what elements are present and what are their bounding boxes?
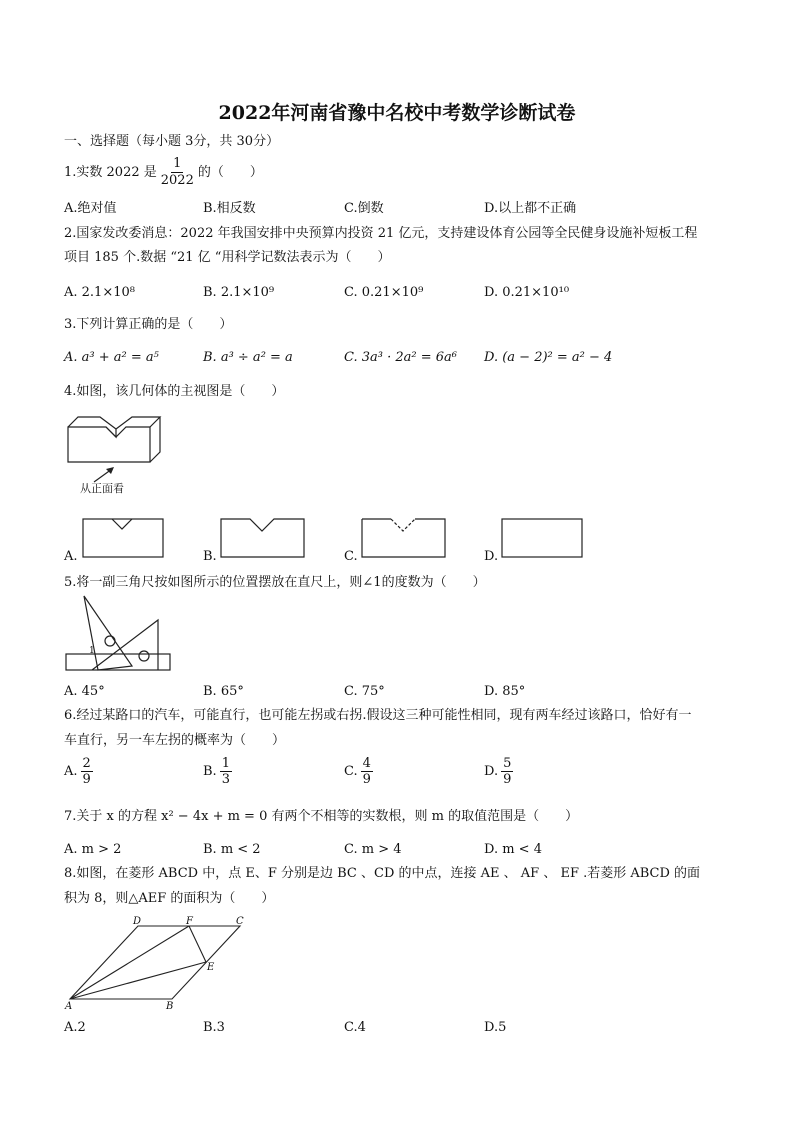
- rhombus-figure: [64, 914, 254, 1018]
- q2-option-d[interactable]: D. 0.21×10¹⁰: [484, 285, 570, 300]
- point-f-label: F: [186, 916, 193, 927]
- question-2-line-2: 项目 185 个.数据 “21 亿 “用科学记数法表示为（ ）: [64, 250, 391, 265]
- fraction-numerator: 1: [221, 756, 230, 771]
- fraction-numerator: 5: [503, 756, 512, 771]
- q3-option-c[interactable]: C. 3a³ · 2a² = 6a⁶: [344, 350, 458, 365]
- question-6-line-1: 6.经过某路口的汽车，可能直行，也可能左拐或右拐.假设这三种可能性相同，现有两车经过该路口，恰好有一: [64, 708, 692, 723]
- question-1-stem: [64, 156, 263, 189]
- q4-option-a[interactable]: A.: [64, 549, 78, 564]
- q2-option-c[interactable]: C. 0.21×10⁹: [344, 285, 424, 300]
- q1-option-b[interactable]: B.相反数: [203, 201, 256, 216]
- option-label: D.: [484, 764, 499, 779]
- q3-option-b[interactable]: B. a³ ÷ a² = a: [203, 350, 293, 365]
- q2-option-b[interactable]: B. 2.1×10⁹: [203, 285, 275, 300]
- solid-figure: [64, 412, 164, 472]
- question-6-line-2: 车直行，另一车左拐的概率为（ ）: [64, 733, 286, 748]
- q5-option-d[interactable]: D. 85°: [484, 684, 526, 699]
- fraction: [159, 156, 196, 189]
- q5-option-c[interactable]: C. 75°: [344, 684, 385, 699]
- q6-option-b[interactable]: [203, 756, 232, 787]
- question-7-stem: 7.关于 x 的方程 x² − 4x + m = 0 有两个不相等的实数根，则 m 的取值范围是（ ）: [64, 809, 579, 824]
- q8-option-d[interactable]: D.5: [484, 1020, 507, 1035]
- q4-option-c[interactable]: C.: [344, 549, 358, 564]
- option-label: B.: [203, 764, 217, 779]
- fraction-numerator: 4: [362, 756, 371, 771]
- q4-option-d[interactable]: D.: [484, 549, 499, 564]
- fraction: [361, 756, 373, 787]
- q1-option-a[interactable]: A.绝对值: [64, 201, 117, 216]
- page-title: 2022年河南省豫中名校中考数学诊断试卷: [218, 102, 576, 124]
- q7-option-c[interactable]: C. m > 4: [344, 842, 402, 857]
- point-d-label: D: [133, 916, 142, 927]
- q7-option-a[interactable]: A. m > 2: [64, 842, 122, 857]
- option-d-figure: [501, 518, 583, 558]
- q8-option-c[interactable]: C.4: [344, 1020, 366, 1035]
- triangle-ruler-figure: [64, 596, 174, 676]
- fraction-denominator: 9: [503, 772, 512, 787]
- fraction-denominator: 3: [221, 772, 230, 787]
- q3-option-a[interactable]: A. a³ + a² = a⁵: [64, 350, 159, 365]
- q7-option-d[interactable]: D. m < 4: [484, 842, 542, 857]
- question-2-line-1: 2.国家发改委消息：2022 年我国安排中央预算内投资 21 亿元，支持建设体育公园等全民健身设施补短板工程: [64, 226, 698, 241]
- fraction: [220, 756, 232, 787]
- angle-label: 1: [89, 646, 95, 656]
- q6-option-d[interactable]: [484, 756, 513, 787]
- fraction-denominator: 9: [362, 772, 371, 787]
- figure-caption: 从正面看: [80, 482, 124, 495]
- q4-option-b[interactable]: B.: [203, 549, 217, 564]
- question-8-line-1: 8.如图，在菱形 ABCD 中，点 E、F 分别是边 BC 、CD 的中点，连接 AE 、 AF 、 EF .若菱形 ABCD 的面: [64, 866, 701, 881]
- q8-option-a[interactable]: A.2: [64, 1020, 86, 1035]
- question-3-stem: 3.下列计算正确的是（ ）: [64, 317, 233, 332]
- q5-option-a[interactable]: A. 45°: [64, 684, 105, 699]
- point-c-label: C: [236, 916, 244, 927]
- option-label: C.: [344, 764, 358, 779]
- option-a-figure: [82, 518, 164, 558]
- option-label: A.: [64, 764, 78, 779]
- question-1-prefix: 1.实数 2022 是: [64, 165, 157, 180]
- option-c-figure: [361, 518, 447, 558]
- q2-option-a[interactable]: A. 2.1×10⁸: [64, 285, 135, 300]
- fraction-denominator: 2022: [160, 173, 194, 188]
- q1-option-d[interactable]: D.以上都不正确: [484, 201, 577, 216]
- question-8-line-2: 积为 8，则△AEF 的面积为（ ）: [64, 891, 275, 906]
- option-b-figure: [220, 518, 306, 558]
- q5-option-b[interactable]: B. 65°: [203, 684, 244, 699]
- question-5-stem: 5.将一副三角尺按如图所示的位置摆放在直尺上，则∠1的度数为（ ）: [64, 575, 486, 590]
- fraction-numerator: 1: [173, 156, 182, 171]
- section-heading: 一、选择题（每小题 3分，共 30分）: [64, 134, 280, 149]
- q3-option-d[interactable]: D. (a − 2)² = a² − 4: [484, 350, 613, 365]
- q6-option-c[interactable]: [344, 756, 373, 787]
- q8-option-b[interactable]: B.3: [203, 1020, 225, 1035]
- fraction-denominator: 9: [82, 772, 91, 787]
- q6-option-a[interactable]: [64, 756, 93, 787]
- point-a-label: A: [65, 1001, 73, 1012]
- fraction: [501, 756, 513, 787]
- question-4-stem: 4.如图，该几何体的主视图是（ ）: [64, 384, 285, 399]
- question-1-suffix: 的（ ）: [197, 165, 263, 180]
- point-e-label: E: [207, 962, 215, 973]
- q1-option-c[interactable]: C.倒数: [344, 201, 384, 216]
- q7-option-b[interactable]: B. m < 2: [203, 842, 261, 857]
- point-b-label: B: [166, 1001, 174, 1012]
- fraction-numerator: 2: [82, 756, 91, 771]
- fraction: [81, 756, 93, 787]
